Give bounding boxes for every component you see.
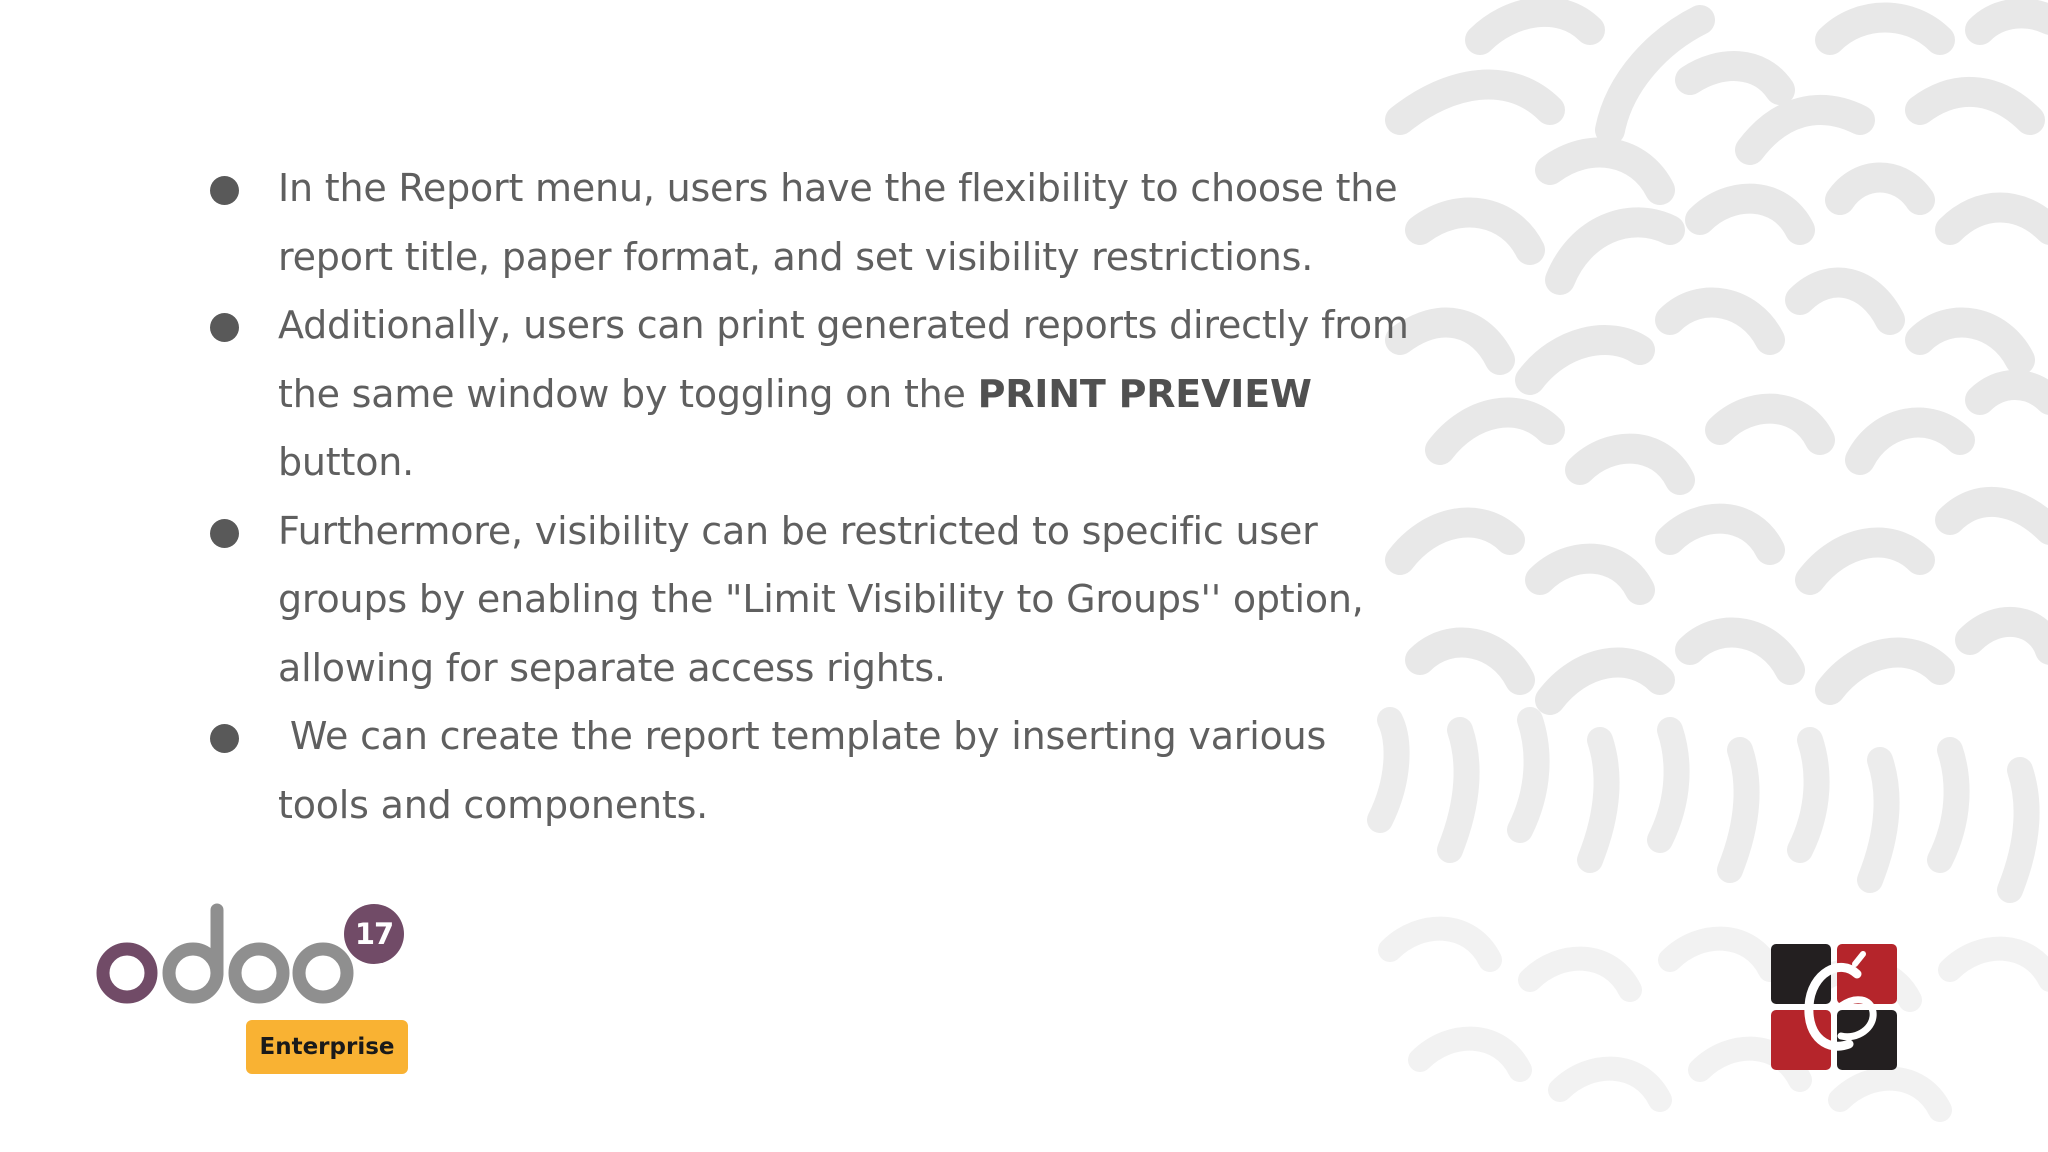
bullet-dot-icon	[210, 313, 239, 342]
bullet-text-bold: PRINT PREVIEW	[977, 371, 1312, 416]
bullet-dot-icon	[210, 724, 239, 753]
bullet-text: In the Report menu, users have the flexibility to choose the report title, paper format, and set visibility restrictions.	[278, 166, 1398, 279]
bullet-list	[210, 154, 1420, 839]
bullet-item	[210, 702, 1420, 839]
odoo-version-badge: 17	[344, 904, 404, 964]
bullet-item	[210, 497, 1420, 703]
background-squiggle-pattern	[1360, 0, 2048, 1152]
bullet-text: Additionally, users can print generated reports directly from the same window by toggling on the	[278, 303, 1409, 416]
bullet-text: Furthermore, visibility can be restricted to specific user groups by enabling the "Limit Visibility to Groups'' option, allowing for separate access rights.	[278, 508, 1364, 690]
bullet-dot-icon	[210, 176, 239, 205]
cy-monogram-icon	[1771, 944, 1897, 1070]
bullet-item	[210, 154, 1420, 291]
bullet-text: button.	[278, 440, 415, 484]
odoo-wordmark-icon	[103, 910, 347, 997]
bullet-dot-icon	[210, 519, 239, 548]
bullet-item	[210, 291, 1420, 497]
bullet-text: We can create the report template by inserting various tools and components.	[278, 714, 1338, 827]
enterprise-badge: Enterprise	[246, 1020, 408, 1074]
